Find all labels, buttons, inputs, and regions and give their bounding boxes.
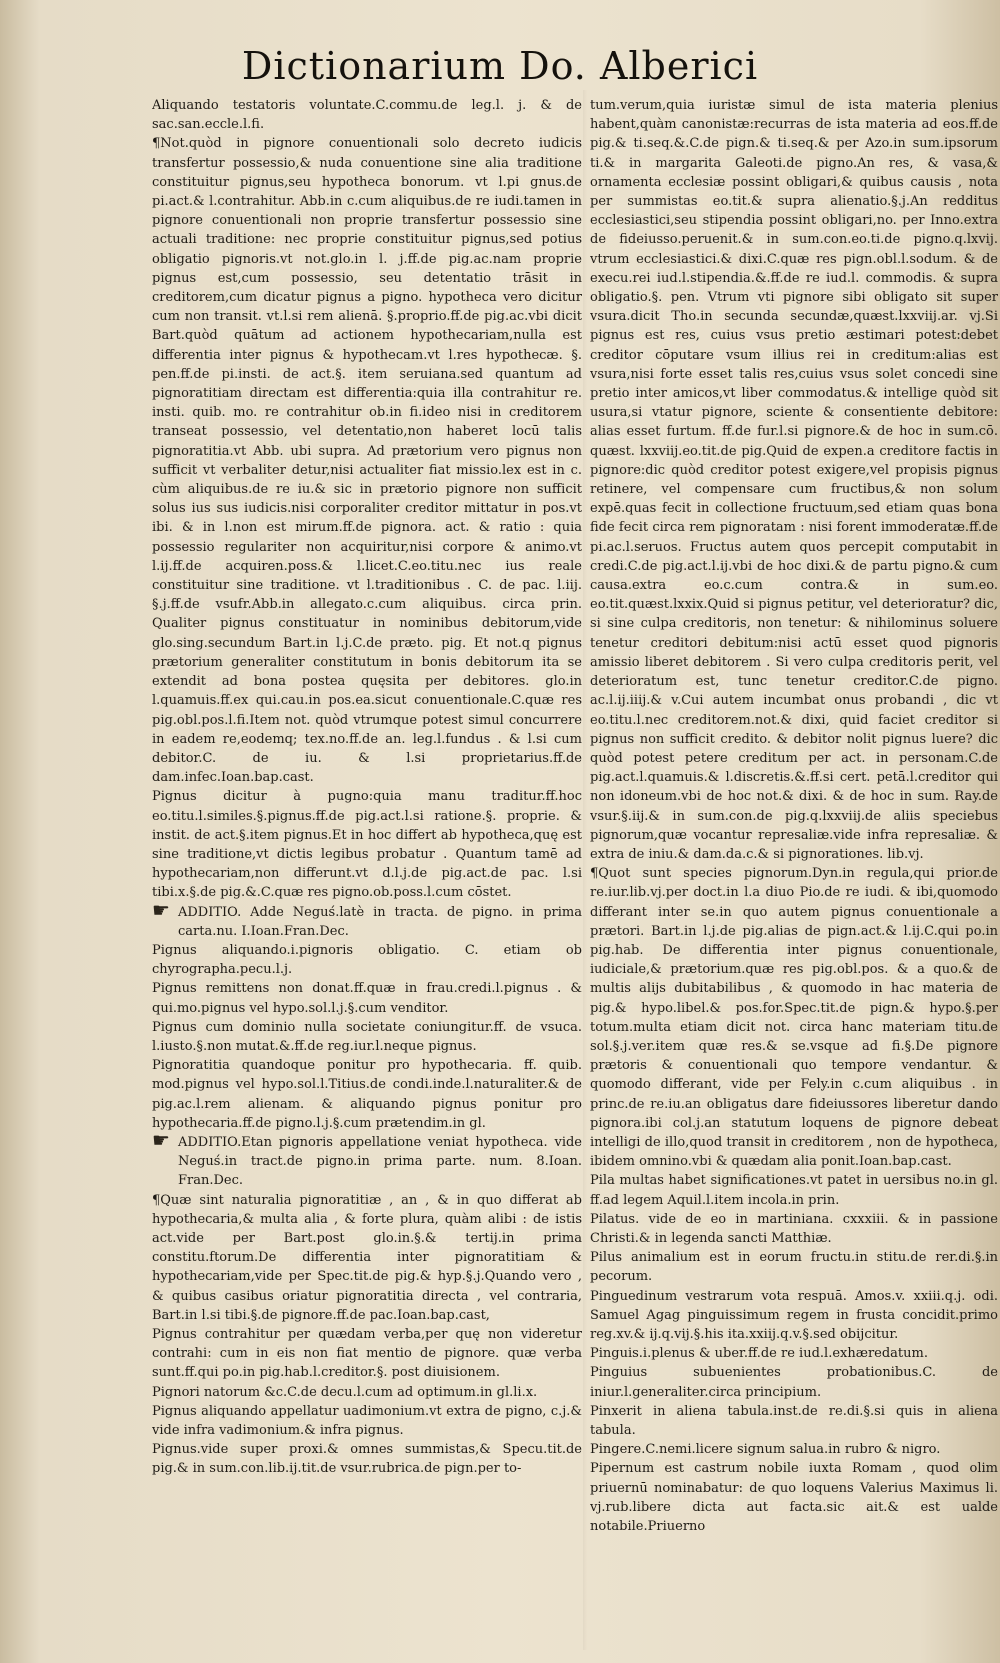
entry-paragraph: Pignus remittens non donat.ff.quæ in frau.credi.l.pignus . & qui.mo.pignus vel hypo.sol.l.j.§.cum venditor. bbox=[152, 981, 582, 1016]
entry-paragraph: Pinguius subuenientes probationibus.C. de iniur.l.generaliter.circa principium. bbox=[590, 1365, 998, 1400]
addition-text: ADDITIO.Etan pignoris appellatione veniat hypotheca. vide Neguś.in tract.de pigno.in prima parte. num. 8.Ioan. Fran.Dec. bbox=[178, 1134, 582, 1189]
entry-paragraph: Pinxerit in aliena tabula.inst.de re.di.§.si quis in aliena tabula. bbox=[590, 1403, 998, 1439]
right-column bbox=[590, 96, 998, 1651]
entry-paragraph: Pignoratitia quandoque ponitur pro hypothecaria. ff. quib. mod.pignus vel hypo.sol.l.Titius.de condi.inde.l.naturaliter.& de pig.ac.l.rem alienam. & aliquando pignus ponitur pro hypothecaria.ff.de pigno.l.j.§.cum prætendim.in gl. bbox=[152, 1058, 582, 1131]
entry-paragraph: Pilus animalium est in eorum fructu.in stitu.de rer.di.§.in pecorum. bbox=[590, 1250, 998, 1285]
entry-paragraph: Pignus aliquando.i.pignoris obligatio. C. etiam ob chyrographa.pecu.l.j. bbox=[152, 942, 582, 978]
entry-paragraph: Aliquando testatoris voluntate.C.commu.de leg.l. j. & de sac.san.eccle.l.fi. bbox=[152, 98, 582, 133]
entry-paragraph: Pinguis.i.plenus & uber.ff.de re iud.l.exhæredatum. bbox=[590, 1346, 928, 1362]
entry-paragraph: Pingere.C.nemi.licere signum salua.in rubro & nigro. bbox=[590, 1442, 941, 1458]
entry-paragraph: Pignus aliquando appellatur uadimonium.vt extra de pigno, c.j.& vide infra vadimonium.& infra pignus. bbox=[152, 1403, 582, 1439]
entry-paragraph: ¶Not.quòd in pignore conuentionali solo decreto iudicis transfertur possessio,& nuda conuentione sine alia traditione constituitur pignus,seu hypotheca bonorum. vt l.pi gnus.de pi.act.& l.contrahitur. Abb.in c.cum aliquibus.de re iudi.tamen in pignore conuentionali non proprie transfertur possessio sine actuali traditione: nec proprie constituitur pignus,sed potius obligatio pignoris.vt not.glo.in l. j.ff.de pig.ac.nam proprie pignus est,cum possessio, seu detentatio trāsit in creditorem,cum dicatur pignus a pigno. hypotheca vero dicitur cum non transit. vt.l.si rem alienā. §.proprio.ff.de pig.ac.vbi dicit Bart.quòd quātum ad actionem hypothecariam,nulla est differentia inter pignus & hypothecam.vt l.res hypothecæ. §. pen.ff.de pi.insti. de act.§. item seruiana.sed quantum ad pignoratitiam directam est differentia:quia illa contrahitur re. insti. quib. mo. re contrahitur ob.in fi.ideo nisi in creditorem transeat possessio, vel detentatio,non haberet locū talis pignoratitia.vt Abb. ubi supra. Ad prætorium vero pignus non sufficit vt verbaliter detur,nisi actualiter fiat missio.lex est in c. cùm aliquibus.de re iu.& sic in prætorio pignore non sufficit solus ius sus iudicis.nisi corporaliter creditor mittatur in pos.vt ibi. & in l.non est mirum.ff.de pignora. act. & ratio : quia possessio regulariter non acquiritur,nisi corpore & animo.vt l.ij.ff.de acquiren.poss.& l.licet.C.eo.titu.nec ius reale constituitur sine traditione. vt l.traditionibus . C. de pac. l.iij. §.j.ff.de vsufr.Abb.in allegato.c.cum aliquibus. circa prin. Qualiter pignus constituatur in nominibus debitorum,vide glo.sing.secundum Bart.in l.j.C.de præto. pig. Et not.q pignus prætorium generaliter constitutum in bonis debitorum ita se extendit ad bona postea quęsita per debitores. glo.in l.quamuis.ff.ex qui.cau.in pos.ea.sicut conuentionale.C.quæ res pig.obl.pos.l.fi.Item not. quòd vtrumque potest simul concurrere in eadem re,eodemq; tex.no.ff.de an. leg.l.fundus . & l.si cum debitor.C. de iu. & l.si proprietarius.ff.de dam.infec.Ioan.bap.cast. bbox=[152, 136, 582, 786]
entry-paragraph: ¶Quot sunt species pignorum.Dyn.in regula,qui prior.de re.iur.lib.vj.per doct.in l.a diuo Pio.de re iudi. & ibi,quomodo differant inter se.in quo autem pignus conuentionale a prætori. Bart.in l.j.de pig.alias de pign.act.& l.ij.C.qui po.in pig.hab. De differentia inter pignus conuentionale, iudiciale,& prætorium.quæ res pig.obl.pos. & a quo.& de multis alijs dubitabilibus , & quomodo in hac materia de pig.& hypo.libel.& pos.for.Spec.tit.de pign.& hypo.§.per totum.multa etiam dicit not. circa hanc materiam titu.de sol.§.j.ver.item quæ res.& se.vsque ad fi.§.De pignore prætoris & conuentionali quo tempore vendantur. & quomodo differant, vide per Fely.in c.cum aliquibus . in princ.de re.iu.an obligatus dare fideiussores liberetur dando pignora.ibi col.j.an statutum loquens de pignore debeat intelligi de illo,quod transit in creditorem , non de hypotheca, ibidem omnino.vbi & quædam alia ponit.Ioan.bap.cast. bbox=[590, 866, 998, 1170]
entry-paragraph: Pignori natorum &c.C.de decu.l.cum ad optimum.in gl.li.x. bbox=[152, 1384, 538, 1400]
entry-paragraph: Pinguedinum vestrarum vota respuā. Amos.v. xxiii.q.j. odi. Samuel Agag pinguissimum regem in frusta concidit.primo reg.xv.& ij.q.vij.§.his ita.xxiij.q.v.§.sed obijcitur. bbox=[590, 1288, 998, 1342]
column-gutter bbox=[583, 90, 587, 1650]
entry-paragraph: Pignus dicitur à pugno:quia manu traditur.ff.hoc eo.titu.l.similes.§.pignus.ff.de pig.act.l.si ratione.§. proprie. & instit. de act.§.item pignus.Et in hoc differt ab hypotheca,quę est sine traditione,vt dictis legibus probatur . Quantum tamē ad hypothecariam,non differunt.vt d.l.j.de pig.act.de pac. l.si tibi.x.§.de pig.&.C.quæ res pigno.ob.poss.l.cum cōstet. bbox=[152, 789, 582, 901]
left-column bbox=[152, 96, 582, 1651]
page-title: Dictionarium Do. Alberici bbox=[241, 44, 759, 88]
entry-paragraph: Pila multas habet significationes.vt patet in uersibus no.in gl. ff.ad legem Aquil.l.item incola.in prin. bbox=[590, 1173, 998, 1208]
manicule-icon: ☛ bbox=[152, 897, 170, 922]
addition-text: ADDITIO. Adde Neguś.latè in tracta. de pigno. in prima carta.nu. I.Ioan.Fran.Dec. bbox=[178, 904, 582, 939]
entry-paragraph: tum.verum,quia iuristæ simul de ista materia plenius habent,quàm canonistæ:recurras de ista materia ad eos.ff.de pig.& ti.seq.&.C.de pign.& ti.seq.& per Azo.in sum.ipsorum ti.& in margarita Galeoti.de pigno.An res, & vasa,& ornamenta ecclesiæ possint obligari,& quibus causis , nota per summistas eo.tit.& supra alienatio.§.j.An redditus ecclesiastici,seu stipendia possint obligari,no. per Inno.extra de fideiusso.peruenit.& in sum.con.eo.ti.de pigno.q.lxvij. vtrum ecclesiastici.& dixi.C.quæ res pign.obl.l.sodum. & de execu.rei iud.l.stipendia.&.ff.de re iud.l. commodis. & supra obligatio.§. pen. Vtrum vti pignore sibi obligato sit super vsura.dicit Tho.in secunda secundæ,quæst.lxxviij.ar. vj.Si pignus est res, cuius vsus pretio æstimari potest:debet creditor cōputare vsum illius rei in creditum:alias est vsura,nisi forte esset talis res,cuius vsus solet concedi sine pretio inter amicos,vt liber commodatus.& intellige quòd sit usura,si vtatur pignore, sciente & consentiente debitore: alias esset furtum. ff.de fur.l.si pignore.& de hoc in sum.cō. quæst. lxxviij.eo.tit.de pig.Quid de expen.a creditore factis in pignore:dic quòd creditor potest exigere,vel propisis pignus retinere, vel compensare cum fructibus,& non solum expē.quas fecit in collectione fructuum,sed etiam quas bona fide fecit circa rem pignoratam : nisi forent immoderatæ.ff.de pi.ac.l.seruos. Fructus autem quos percepit computabit in credi.C.de pig.act.l.ij.vbi de hoc dixi.& de partu pigno.& cum causa.extra eo.c.cum contra.& in sum.eo. eo.tit.quæst.lxxix.Quid si pignus petitur, vel deterioratur? dic, si sine culpa creditoris, non tenetur: & nihilominus soluere tenetur creditori debitum:nisi actū esset quod pignoris amissio liberet debitorem . Si vero culpa creditoris perit, vel deterioratum est, tunc tenetur creditor.C.de pigno. ac.l.ij.iiij.& v.Cui autem incumbat onus probandi , dic vt eo.titu.l.nec creditorem.not.& dixi, quid faciet creditor si pignus non sufficit credito. & debitor nolit pignus luere? dic quòd potest petere creditum per act. in personam.C.de pig.act.l.quamuis.& l.discretis.&.ff.si cert. petā.l.creditor qui non idoneum.vbi de hoc not.& dixi. & de hoc in sum. Ray.de vsur.§.iij.& in sum.con.de pig.q.lxxviij.de aliis speciebus pignorum,quæ vocantur represaliæ.vide infra represaliæ. & extra de iniu.& dam.da.c.& si pignorationes. lib.vj. bbox=[590, 98, 998, 862]
entry-paragraph: ¶Quæ sint naturalia pignoratitiæ , an , & in quo differat ab hypothecaria,& multa alia , & forte plura, quàm alibi : de istis act.vide per Bart.post glo.in.§.& tertij.in prima constitu.ftorum.De differentia inter pignoratitiam & hypothecariam,vide per Spec.tit.de pig.& hyp.§.j.Quando vero , & quibus casibus oriatur pignoratitia directa , vel contraria, Bart.in l.si tibi.§.de pignore.ff.de pac.Ioan.bap.cast, bbox=[152, 1192, 582, 1323]
entry-paragraph: Pipernum est castrum nobile iuxta Romam , quod olim priuernū nominabatur: de quo loquens Valerius Maximus li. vj.rub.libere dicta aut facta.sic ait.& est ualde notabile.Priuerno bbox=[590, 1461, 998, 1535]
entry-paragraph: Pignus cum dominio nulla societate coniungitur.ff. de vsuca. l.iusto.§.non mutat.&.ff.de reg.iur.l.neque pignus. bbox=[152, 1019, 582, 1054]
entry-paragraph: Pignus.vide super proxi.& omnes summistas,& Specu.tit.de pig.& in sum.con.lib.ij.tit.de vsur.rubrica.de pign.per to- bbox=[152, 1442, 582, 1477]
entry-paragraph: Pilatus. vide de eo in martiniana. cxxxiii. & in passione Christi.& in legenda sancti Matthiæ. bbox=[590, 1211, 998, 1246]
addition-note bbox=[152, 897, 582, 941]
addition-note bbox=[152, 1127, 582, 1191]
entry-paragraph: Pignus contrahitur per quædam verba,per quę non videretur contrahi: cum in eis non fiat mentio de pignore. quæ verba sunt.ff.qui po.in pig.hab.l.creditor.§. post diuisionem. bbox=[152, 1327, 582, 1381]
manicule-icon: ☛ bbox=[152, 1127, 170, 1152]
